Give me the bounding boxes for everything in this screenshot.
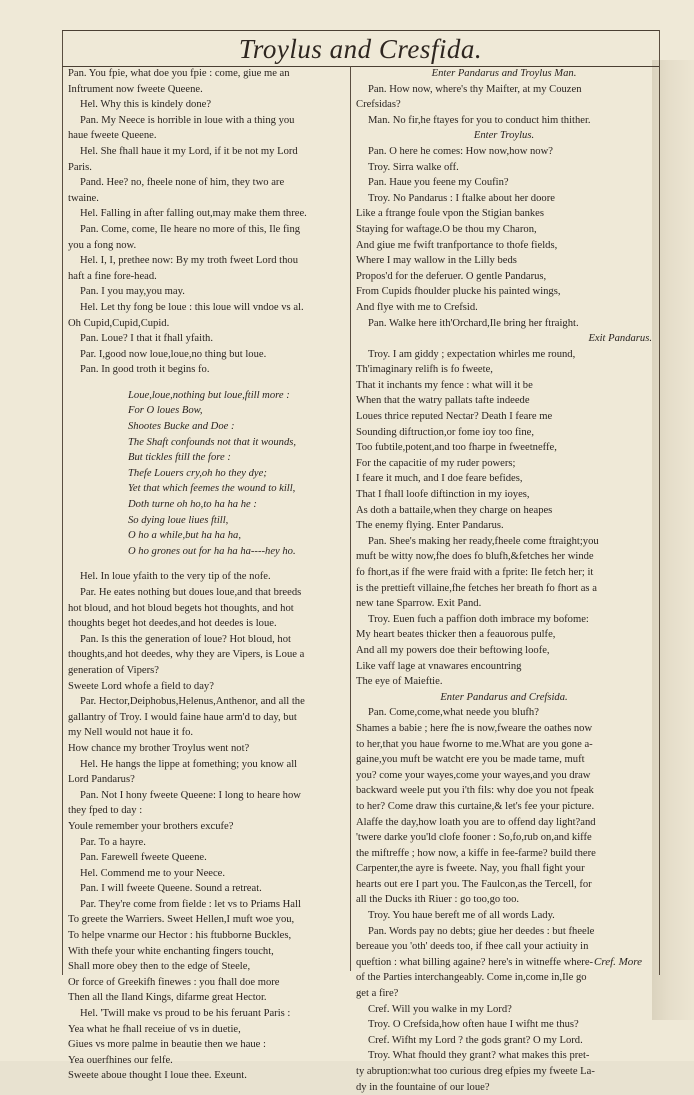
text-line: Troy. No Pandarus : I ftalke about her doore [368, 192, 555, 204]
text-line: 'twere darke you'ld clofe fooner : So,fo,rub on,and kiffe [356, 832, 592, 844]
text-line: Troy. You haue bereft me of all words Lady. [368, 910, 555, 922]
text-line: Hel. He hangs the lippe at fomething; you know all [80, 758, 298, 770]
text-line: Enter Pandarus and Crefsida. [440, 691, 568, 703]
text-line: they fped to day : [68, 805, 143, 817]
text-line: That I fhall loofe diftinction in my ioyes, [356, 489, 530, 501]
text-line: Troy. Euen fuch a paffion doth imbrace my bofome: [368, 613, 589, 625]
text-line: to her? Come draw this curtaine,& let's fee your picture. [356, 800, 595, 812]
text-line: Lord Pandarus? [68, 774, 135, 786]
text-line: Crefsidas? [356, 99, 401, 111]
text-line: That it inchants my fence : what will it be [356, 379, 533, 391]
text-line: Par. Hector,Deiphobus,Helenus,Anthenor, and all the [80, 696, 305, 708]
text-line: The enemy flying. Enter Pandarus. [356, 520, 504, 532]
text-line: Thefe Louers cry,oh ho they dye; [128, 467, 267, 479]
text-line: Enter Pandarus and Troylus Man. [431, 68, 577, 79]
text-line: Pan. Walke here ith'Orchard,Ile bring her ftraight. [368, 317, 579, 329]
text-line: Hel. 'Twill make vs proud to be his feruant Paris : [80, 1008, 291, 1020]
text-line: Then all the Iland Kings, difarme great Hector. [68, 992, 267, 1004]
text-line: Pan. Farewell fweete Queene. [80, 852, 207, 864]
text-line: Pan. Come,come,what neede you blufh? [368, 707, 539, 719]
text-line: Too fubtile,potent,and too fharpe in fweetneffe, [356, 442, 557, 454]
text-line: Carpenter,the ayre is fweete. Nay, you fhall fight your [356, 863, 585, 875]
stanza-gap [68, 378, 346, 388]
text-line: Troy. Sirra walke off. [368, 161, 459, 173]
text-line: O ho grones out for ha ha ha----hey ho. [128, 545, 296, 557]
text-line: Hel. Falling in after falling out,may make them three. [80, 208, 307, 220]
column-divider [350, 66, 351, 971]
text-line: Exit Pandarus. [588, 333, 652, 345]
text-line: Shootes Bucke and Doe : [128, 421, 235, 433]
text-line: hot bloud, and hot bloud begets hot thoughts, and hot [68, 602, 294, 614]
text-line: Pan. You fpie, what doe you fpie : come, giue me an [68, 68, 290, 79]
text-line: How chance my brother Troylus went not? [68, 742, 250, 754]
text-line: Pan. Shee's making her ready,fheele come ftraight;you [368, 535, 599, 547]
text-line: hearts out ere I part you. The Faulcon,as the Tercell, for [356, 878, 592, 890]
text-line: Paris. [68, 161, 92, 173]
text-line: queftion : what billing againe? here's in witneffe where- [356, 956, 594, 968]
text-line: Pan. My Neece is horrible in loue with a thing you [80, 114, 295, 126]
text-line: When that the watry pallats tafte indeede [356, 395, 530, 407]
text-line: Cref. Wifht my Lord ? the gods grant? O my Lord. [368, 1034, 583, 1046]
text-line: Pan. Is this the generation of loue? Hot bloud, hot [80, 633, 291, 645]
text-line: To helpe vnarme our Hector : his ftubborne Buckles, [68, 930, 292, 942]
text-line: Like a ftrange foule vpon the Stigian bankes [356, 208, 544, 220]
text-line: Man. No fir,he ftayes for you to conduct him thither. [368, 114, 591, 126]
text-line: Shall more obey then to the edge of Steele, [68, 961, 251, 973]
text-line: With thefe your white enchanting fingers toucht, [68, 945, 274, 957]
text-line: Troy. O Crefsida,how often haue I wifht me thus? [368, 1019, 579, 1031]
text-line: Or force of Greekifh finewes : you fhall doe more [68, 976, 280, 988]
text-line: gaine,you muft be watcht ere you be made tame, muft [356, 754, 585, 766]
text-line: is the prettieft villaine,fhe fetches her breath fo fhort as a [356, 582, 597, 594]
text-line: Yea what he fhall receiue of vs in duetie, [68, 1023, 241, 1035]
text-line: Youle remember your brothers excufe? [68, 820, 234, 832]
text-line: To greete the Warriers. Sweet Hellen,I muft woe you, [68, 914, 295, 926]
right-column [356, 66, 652, 1093]
text-line: thoughts,and hot deedes, why they are Vipers, is Loue a [68, 649, 305, 661]
text-line: Hel. Why this is kindely done? [80, 99, 212, 111]
text-line: Par. He eates nothing but doues loue,and that breeds [80, 587, 302, 598]
text-line: haft a fine fore-head. [68, 270, 157, 282]
text-line: So dying loue liues ftill, [128, 514, 229, 526]
text-line: Par. I,good now loue,loue,no thing but loue. [80, 348, 267, 360]
text-line: The eye of Maieftie. [356, 676, 443, 688]
text-line: generation of Vipers? [68, 664, 159, 676]
running-title: Troylus and Cresfida. [238, 34, 483, 64]
text-line: Pand. Hee? no, fheele none of him, they two are [80, 177, 285, 189]
text-line: Par. To a hayre. [80, 836, 146, 848]
text-line: the miftreffe ; how now, a kiffe in fee-farme? build there [356, 847, 596, 859]
text-line: From Cupids fhoulder plucke his painted wings, [356, 286, 561, 298]
text-line: Troy. I am giddy ; expectation whirles me round, [368, 348, 576, 360]
text-line: Like vaff lage at vnawares encountring [356, 660, 522, 672]
text-line: all the Ducks ith Riuer : go too,go too. [356, 894, 520, 906]
text-line: gallantry of Troy. I would faine haue arm'd to day, but [68, 711, 297, 723]
text-line: Loues thrice reputed Nectar? Death I feare me [356, 411, 553, 423]
text-line: Sounding diftruction,or fome ioy too fine, [356, 426, 535, 438]
text-line: Pan. Haue you feene my Coufin? [368, 177, 509, 189]
text-line: As doth a battaile,when they charge on heapes [356, 504, 553, 516]
text-line: Pan. In good troth it begins fo. [80, 364, 210, 376]
text-line: Pan. I you may,you may. [80, 286, 185, 298]
text-line: my Nell would not haue it fo. [68, 727, 194, 739]
text-line: Pan. Come, come, Ile heare no more of this, Ile fing [80, 223, 301, 235]
text-line: Par. They're come from fielde : let vs to Priams Hall [80, 898, 301, 910]
text-line: Th'imaginary relifh is fo fweete, [356, 364, 493, 376]
text-line: new tane Sparrow. Exit Pand. [356, 598, 482, 610]
text-line: Giues vs more palme in beautie then we haue : [68, 1039, 266, 1051]
text-line: And all my powers doe their beftowing loofe, [356, 644, 550, 656]
left-column [68, 66, 346, 1082]
text-line: Pan. I will fweete Queene. Sound a retreat. [80, 883, 262, 895]
text-line: Inftrument now fweete Queene. [68, 83, 203, 95]
text-line: For O loues Bow, [128, 405, 203, 417]
text-line: Pan. Not I hony fweete Queene: I long to heare how [80, 789, 301, 801]
text-line: Hel. Let thy fong be loue : this loue will vndoe vs al. [80, 301, 304, 313]
text-line: O ho a while,but ha ha ha, [128, 530, 241, 542]
text-line: Hel. In loue yfaith to the very tip of the nofe. [80, 571, 271, 583]
text-line: ty abruption:what too curious dreg efpies my fweete La- [356, 1066, 595, 1077]
text-line: For the capacitie of my ruder powers; [356, 457, 516, 469]
text-line: Cref. Will you walke in my Lord? [368, 1003, 512, 1015]
text-line: Alaffe the day,how loath you are to offend day light?and [356, 816, 596, 828]
stanza-gap [68, 559, 346, 569]
text-line: you? come your wayes,come your wayes,and you draw [356, 769, 591, 781]
text-line: Yea ouerfhines our felfe. [68, 1054, 173, 1066]
text-line: Pan. O here he comes: How now,how now? [368, 145, 553, 157]
text-line: Yet that which feemes the wound to kill, [128, 483, 296, 495]
text-line: The Shaft confounds not that it wounds, [128, 436, 297, 448]
text-line: Hel. I, I, prethee now: By my troth fweet Lord thou [80, 255, 298, 267]
text-line: haue fweete Queene. [68, 130, 157, 142]
text-line: Pan. Words pay no debts; giue her deedes : but fheele [368, 925, 595, 937]
text-line: Hel. Commend me to your Neece. [80, 867, 226, 879]
text-line: Staying for waftage.O be thou my Charon, [356, 223, 537, 235]
text-line: Propos'd for the deferuer. O gentle Pandarus, [356, 270, 547, 282]
text-line: Troy. What fhould they grant? what makes this pret- [368, 1050, 590, 1062]
text-line: Sweete aboue thought I loue thee. Exeunt. [68, 1070, 247, 1082]
text-line: twaine. [68, 192, 99, 204]
catchword: Cref. More [594, 956, 643, 968]
text-line: to her,that you haue fworne to me.What are you gone a- [356, 738, 593, 750]
text-line: I feare it much, and I doe feare befides, [356, 473, 523, 485]
text-line: bereaue you 'oth' deeds too, if fhee call your actiuity in [356, 941, 589, 953]
text-line: Shames a babie ; here fhe is now,fweare the oathes now [356, 722, 593, 734]
text-line: And giue me fwift tranfportance to thofe fields, [356, 239, 558, 251]
text-line: Loue,loue,nothing but loue,ftill more : [128, 389, 290, 401]
text-line: My heart beates thicker then a feauorous pulfe, [356, 629, 556, 641]
text-line: fo fhort,as if fhe were fraid with a fprite: Ile fetch her; it [356, 567, 594, 578]
text-line: dy in the fountaine of our loue? [356, 1081, 490, 1093]
text-line: Pan. Loue? I that it fhall yfaith. [80, 333, 213, 345]
text-line: But tickles ftill the fore : [128, 452, 231, 464]
text-line: get a fire? [356, 988, 399, 1000]
text-line: Doth turne oh ho,to ha ha he : [128, 499, 257, 511]
text-line: Oh Cupid,Cupid,Cupid. [68, 317, 170, 329]
text-line: of the Parties interchangeably. Come in,come in,Ile go [356, 972, 587, 984]
text-line: Hel. She fhall haue it my Lord, if it be not my Lord [80, 145, 298, 157]
text-line: Enter Troylus. [473, 130, 535, 142]
text-line: you a fong now. [68, 239, 137, 251]
text-line: Pan. How now, where's thy Maifter, at my Couzen [368, 83, 582, 95]
text-line: thoughts beget hot deedes,and hot deedes is loue. [68, 618, 277, 630]
text-line: Where I may wallow in the Lilly beds [356, 255, 517, 267]
top-rule [62, 30, 659, 31]
text-line: backward weele put you i'th fils: why doe you not fpeak [356, 785, 594, 797]
text-line: And flye with me to Crefsid. [356, 301, 478, 313]
text-line: muft be witty now,fhe does fo blufh,&fetches her winde [356, 551, 594, 563]
text-line: Sweete Lord whofe a field to day? [68, 680, 214, 692]
